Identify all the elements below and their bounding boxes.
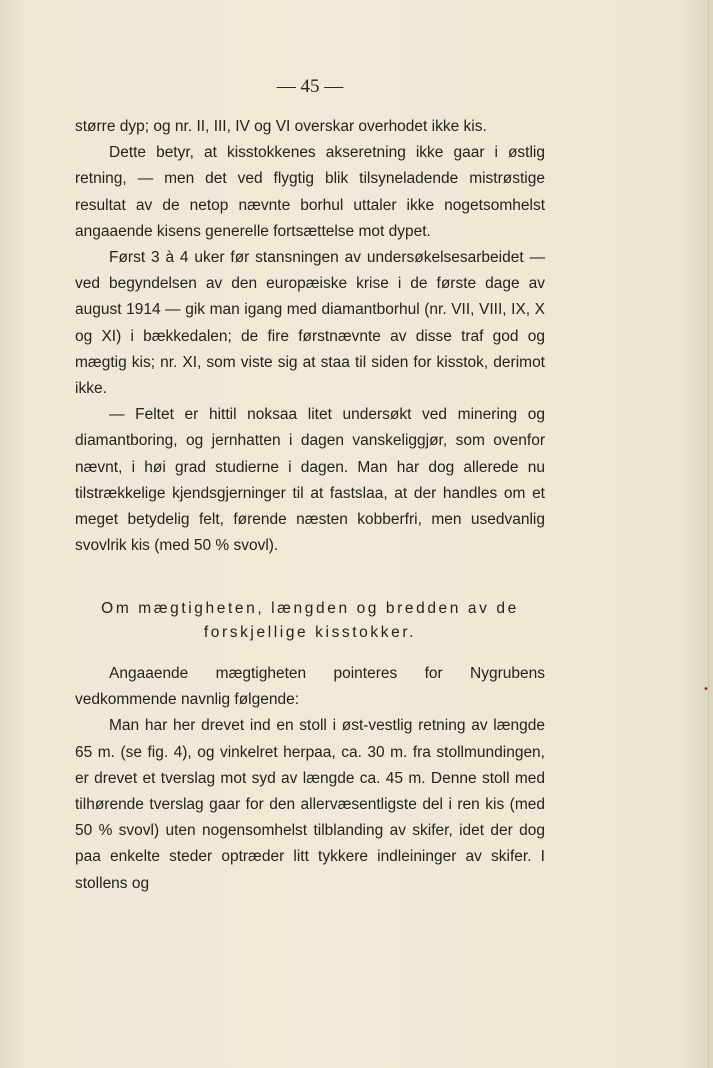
heading-line-2: forskjellige kisstokker.: [203, 624, 417, 641]
page-number: — 45 —: [276, 76, 344, 97]
paragraph: Angaaende mægtigheten pointeres for Nygrubens vedkommende navnlig følgende:: [75, 665, 545, 709]
margin-dot-mark: •: [703, 684, 709, 695]
paragraph: — Feltet er hittil noksaa litet undersøkt ved minering og diamantboring, og jernhatten i dagen vanskeliggjør, som ovenfor nævnt, i høi grad studierne i dagen. Man har dog allerede nu tilstrækkelige kjendsgjerninger til at fastslaa, at der handles om et meget betydelig felt, førende næsten kobberfri, men usedvanlig svovlrik kis (med 50 % svovl).: [75, 406, 545, 555]
section-heading: [75, 597, 545, 645]
page-edge-divider: [708, 0, 709, 1068]
paragraph: Først 3 à 4 uker før stansningen av undersøkelsesarbeidet — ved begyndelsen av den europæiske krise i de første dage av august 1914 — gik man igang med diamantborhul (nr. VII, VIII, IX, X og XI) i bækkedalen; de fire førstnævnte av disse traf god og mægtig kis; nr. XI, som viste sig at staa til siden for kisstok, derimot ikke.: [75, 249, 545, 398]
paragraph: Man har her drevet ind en stoll i øst-vestlig retning av længde 65 m. (se fig. 4), og vinkelret herpaa, ca. 30 m. fra stollmundingen, er drevet et tverslag mot syd av længde ca. 45 m. Denne stoll med tilhørende tverslag gaar for den allervæsentligste del i ren kis (med 50 % svovl) uten nogensomhelst tilblanding av skifer, idet der dog paa enkelte steder optræder litt tykkere indleininger av skifer. I stollens og: [75, 717, 545, 892]
heading-line-1: Om mægtigheten, længden og bredden av de: [101, 600, 519, 617]
body-text-section-2: [75, 661, 545, 897]
body-text-section-1: [75, 114, 545, 559]
paragraph: større dyp; og nr. II, III, IV og VI overskar overhodet ikke kis.: [75, 118, 487, 135]
paragraph: Dette betyr, at kisstokkenes akseretning ikke gaar i østlig retning, — men det ved flygtig blik tilsyneladende mistrøstige resultat av de netop nævnte borhul uttaler ikke nogetsomhelst angaaende kisens generelle fortsættelse mot dypet.: [75, 144, 545, 240]
